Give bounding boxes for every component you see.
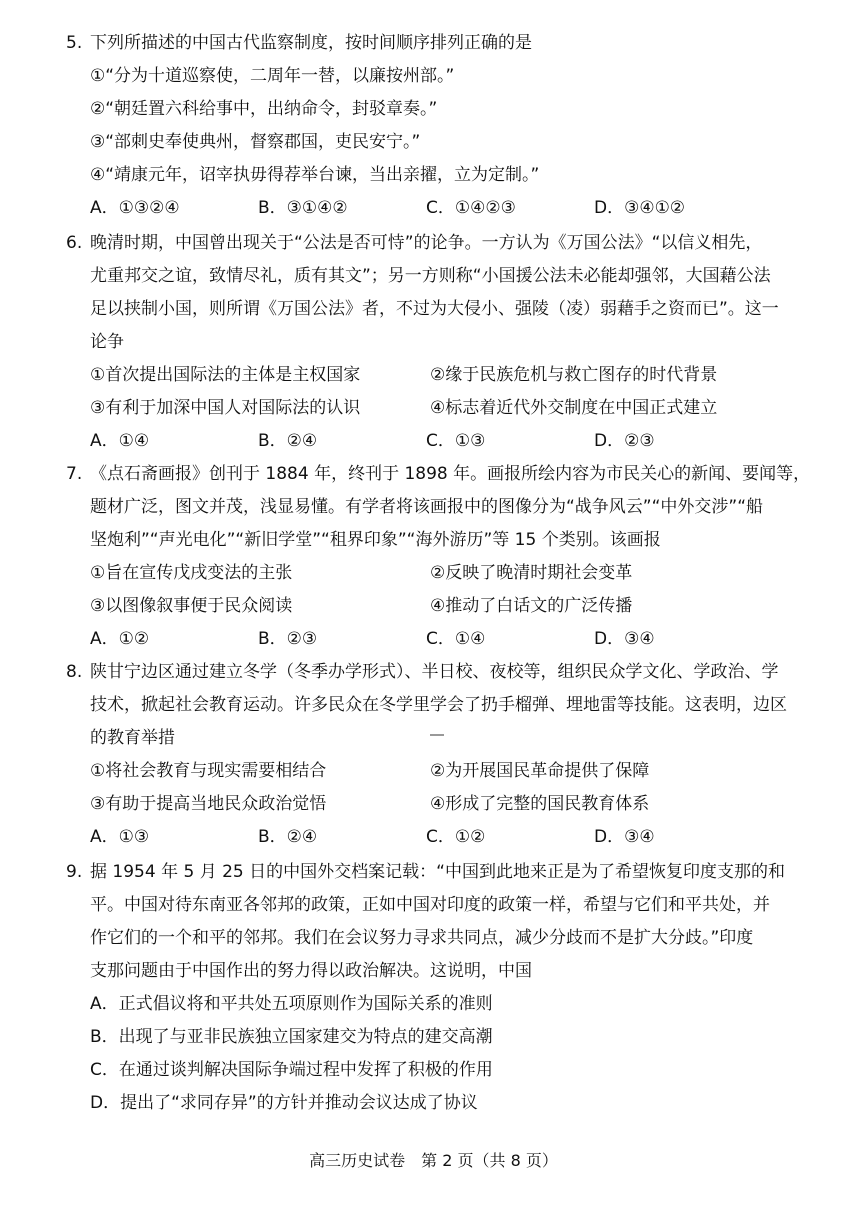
answer-choices: [90, 821, 796, 854]
question-stem: 下列所描述的中国古代监察制度，按时间顺序排列正确的是: [90, 33, 532, 53]
statement-2: ②“朝廷置六科给事中，出纳命令，封驳章奏。”: [90, 99, 438, 119]
question-stem-line: 题材广泛，图文并茂，浅显易懂。有学者将该画报中的图像分为“战争风云”“中外交涉”“船: [90, 497, 764, 517]
statement-3: ③有利于加深中国人对国际法的认识: [90, 398, 361, 418]
statement-row: [90, 557, 796, 590]
question-stem-line: 尤重邦交之谊，致情尽礼，质有其文”；另一方则称“小国援公法未必能却强邻，大国藉公法: [90, 266, 771, 286]
choice-c[interactable]: C．①④②③: [426, 198, 516, 218]
question-9: [66, 856, 796, 1120]
statement-4: ④“靖康元年，诏宰执毋得荐举台谏，当出亲擢，立为定制。”: [90, 165, 540, 185]
statement-1: ①旨在宣传戊戌变法的主张: [90, 563, 293, 583]
choice-b[interactable]: B．②④: [258, 431, 318, 451]
question-stem-line: 晚清时期，中国曾出现关于“公法是否可恃”的论争。一方认为《万国公法》“以信义相先，: [90, 233, 763, 253]
statement-row: [90, 788, 796, 821]
choice-c[interactable]: C．①③: [426, 431, 486, 451]
question-number: 8.: [66, 662, 83, 682]
statement-4: ④推动了白话文的广泛传播: [430, 596, 633, 616]
question-number: 7.: [66, 464, 83, 484]
statement-3: ③“部刺史奉使典州，督察郡国，吏民安宁。”: [90, 132, 421, 152]
statement-4: ④标志着近代外交制度在中国正式建立: [430, 398, 718, 418]
question-5: [66, 27, 796, 225]
choice-b[interactable]: B．③①④②: [258, 198, 348, 218]
answer-choices: [90, 623, 796, 656]
choice-d[interactable]: D．②③: [594, 431, 655, 451]
choice-a[interactable]: A．①②: [90, 629, 150, 649]
question-stem-line: 论争: [90, 332, 124, 352]
statement-2: ②为开展国民革命提供了保障: [430, 761, 650, 781]
statement-row: [90, 590, 796, 623]
choice-c[interactable]: C．在通过谈判解决国际争端过程中发挥了积极的作用: [90, 1060, 493, 1080]
statement-3: ③有助于提高当地民众政治觉悟: [90, 794, 327, 814]
choice-a[interactable]: A．①③②④: [90, 198, 180, 218]
question-stem-line: 坚炮利”“声光电化”“新旧学堂”“租界印象”“海外游历”等 15 个类别。该画报: [90, 530, 661, 550]
choice-d[interactable]: D．③④①②: [594, 198, 686, 218]
statement-row: [90, 392, 796, 425]
answer-choices: [90, 192, 796, 225]
page-footer: 高三历史试卷 第 2 页（共 8 页）: [309, 1151, 558, 1170]
choice-d[interactable]: D．提出了“求同存异”的方针并推动会议达成了协议: [90, 1093, 478, 1113]
choice-a[interactable]: A．①④: [90, 431, 150, 451]
question-stem-line: 作它们的一个和平的邻邦。我们在会议努力寻求共同点，减少分歧而不是扩大分歧。”印度: [90, 928, 754, 948]
choice-c[interactable]: C．①②: [426, 827, 486, 847]
choice-a[interactable]: A．正式倡议将和平共处五项原则作为国际关系的准则: [90, 994, 493, 1014]
question-number: 9.: [66, 862, 83, 882]
statement-row: [90, 359, 796, 392]
question-6: [66, 227, 796, 458]
question-stem-line: 平。中国对待东南亚各邻邦的政策，正如中国对印度的政策一样，希望与它们和平共处，并: [90, 895, 770, 915]
choice-d[interactable]: D．③④: [594, 827, 655, 847]
choice-c[interactable]: C．①④: [426, 629, 486, 649]
statement-1: ①首次提出国际法的主体是主权国家: [90, 365, 361, 385]
statement-1: ①“分为十道巡察使，二周年一替，以廉按州部。”: [90, 66, 455, 86]
question-stem-line: 《点石斋画报》创刊于 1884 年，终刊于 1898 年。画报所绘内容为市民关心的新闻、要闻等，: [90, 464, 811, 484]
scan-speck: [430, 734, 444, 736]
statement-2: ②反映了晚清时期社会变革: [430, 563, 633, 583]
choice-d[interactable]: D．③④: [594, 629, 655, 649]
question-stem-line: 据 1954 年 5 月 25 日的中国外交档案记载：“中国到此地来正是为了希望恢复印度支那的和: [90, 862, 785, 882]
question-stem-line: 支那问题由于中国作出的努力得以政治解决。这说明，中国: [90, 961, 532, 981]
statement-row: [90, 755, 796, 788]
question-number: 5.: [66, 33, 83, 53]
choice-b[interactable]: B．②③: [258, 629, 318, 649]
question-stem-line: 的教育举措: [90, 728, 175, 748]
question-number: 6.: [66, 233, 83, 253]
question-7: [66, 458, 811, 656]
choice-b[interactable]: B．出现了与亚非民族独立国家建交为特点的建交高潮: [90, 1027, 493, 1047]
question-stem-line: 陕甘宁边区通过建立冬学（冬季办学形式）、半日校、夜校等，组织民众学文化、学政治、学: [90, 662, 779, 682]
question-stem-line: 技术，掀起社会教育运动。许多民众在冬学里学会了扔手榴弹、埋地雷等技能。这表明，边区: [90, 695, 787, 715]
answer-choices: [90, 425, 796, 458]
choice-b[interactable]: B．②④: [258, 827, 318, 847]
choice-a[interactable]: A．①③: [90, 827, 150, 847]
statement-1: ①将社会教育与现实需要相结合: [90, 761, 327, 781]
statement-4: ④形成了完整的国民教育体系: [430, 794, 650, 814]
question-8: [66, 656, 796, 854]
statement-2: ②缘于民族危机与救亡图存的时代背景: [430, 365, 718, 385]
statement-3: ③以图像叙事便于民众阅读: [90, 596, 293, 616]
question-stem-line: 足以挟制小国，则所谓《万国公法》者，不过为大侵小、强陵（凌）弱藉手之资而已”。这一: [90, 299, 779, 319]
